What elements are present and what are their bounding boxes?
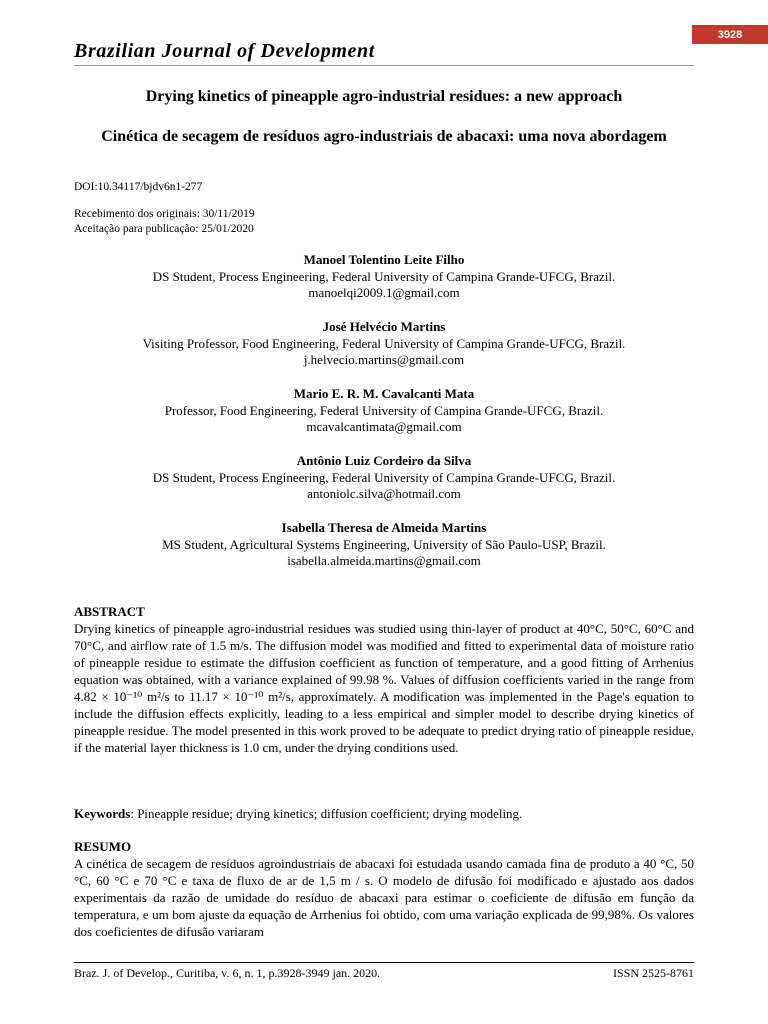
- author-email: manoelqi2009.1@gmail.com: [308, 285, 460, 300]
- author-block: [74, 319, 694, 369]
- received-date: Recebimento dos originais: 30/11/2019: [74, 208, 255, 220]
- author-affiliation: MS Student, Agricultural Systems Engineering, University of São Paulo-USP, Brazil.: [162, 536, 606, 552]
- abstract-section: [74, 603, 694, 756]
- title-portuguese: Cinética de secagem de resíduos agro-industriais de abacaxi: uma nova abordagem: [101, 128, 667, 145]
- abstract-text: Drying kinetics of pineapple agro-industrial residues was studied using thin-layer of product at 40°C, 50°C, 60°C and 70°C, and airflow rate of 1.5 m/s. The diffusion model was modified and fitted to experimental data of moisture ratio of pineapple residue to estimate the diffusion coefficient as function of temperature, and a good fitting of Arrhenius equation was obtained, with a variance explained of 99.98 %. Values of diffusion coefficients varied in the range from 4.82 × 10⁻¹⁰ m²/s to 11.17 × 10⁻¹⁰ m²/s, approximately. A modification was implemented in the Page's equation to include the diffusion effects explicitly, leading to a less empirical and simpler model to describe drying kinetics of pineapple residue. The model presented in this work proved to be adequate to predict drying ratio of pineapple residue, if the material layer thickness is 1.0 cm, under the drying conditions used.: [74, 621, 694, 755]
- resumo-section: [74, 838, 694, 940]
- keywords-text: : Pineapple residue; drying kinetics; diffusion coefficient; drying modeling.: [130, 806, 523, 821]
- title-english: Drying kinetics of pineapple agro-industrial residues: a new approach: [145, 88, 623, 105]
- footer-issn: ISSN 2525-8761: [612, 966, 694, 980]
- abstract-heading: ABSTRACT: [74, 604, 145, 619]
- keywords-label: Keywords: [74, 806, 131, 821]
- author-affiliation: DS Student, Process Engineering, Federal University of Campina Grande-UFCG, Brazil.: [152, 469, 616, 485]
- keywords-section: [74, 805, 694, 822]
- author-name: José Helvécio Martins: [322, 319, 446, 334]
- page-number-badge: 3928: [692, 25, 768, 44]
- doi: DOI:10.34117/bjdv6n1-277: [74, 181, 203, 193]
- author-name: Manoel Tolentino Leite Filho: [303, 252, 465, 267]
- journal-header: Brazilian Journal of Development: [74, 40, 694, 66]
- author-email: isabella.almeida.martins@gmail.com: [287, 553, 481, 568]
- footer-divider: [74, 962, 694, 963]
- author-email: antoniolc.silva@hotmail.com: [307, 486, 461, 501]
- author-block: [74, 453, 694, 503]
- author-affiliation: Visiting Professor, Food Engineering, Federal University of Campina Grande-UFCG, Brazil.: [142, 335, 626, 351]
- footer-citation: Braz. J. of Develop., Curitiba, v. 6, n. 1, p.3928-3949 jan. 2020.: [74, 966, 381, 980]
- author-affiliation: Professor, Food Engineering, Federal University of Campina Grande-UFCG, Brazil.: [164, 402, 604, 418]
- author-name: Isabella Theresa de Almeida Martins: [281, 520, 487, 535]
- resumo-text: A cinética de secagem de resíduos agroindustriais de abacaxi foi estudada usando camada fina de produto a 40 °C, 50 °C, 60 °C e 70 °C e taxa de fluxo de ar de 1,5 m / s. O modelo de difusão foi modificado e ajustado aos dados experimentais da razão de umidade do resíduo de abacaxi para estimar o coeficiente de difusão em função da temperatura, e um bom ajuste da equação de Arrhenius foi obtido, com uma variação explicada de 99,98%. Os valores dos coeficientes de difusão variaram: [74, 856, 694, 939]
- author-block: [74, 520, 694, 570]
- submission-dates: [74, 207, 255, 236]
- author-email: mcavalcantimata@gmail.com: [306, 419, 462, 434]
- author-name: Mario E. R. M. Cavalcanti Mata: [293, 386, 475, 401]
- author-block: [74, 252, 694, 302]
- resumo-heading: RESUMO: [74, 839, 132, 854]
- author-block: [74, 386, 694, 436]
- accepted-date: Aceitação para publicação: 25/01/2020: [74, 222, 254, 235]
- page-footer: [74, 966, 694, 981]
- author-affiliation: DS Student, Process Engineering, Federal University of Campina Grande-UFCG, Brazil.: [152, 268, 616, 284]
- author-name: Antônio Luiz Cordeiro da Silva: [296, 453, 472, 468]
- author-email: j.helvecio.martins@gmail.com: [303, 352, 465, 367]
